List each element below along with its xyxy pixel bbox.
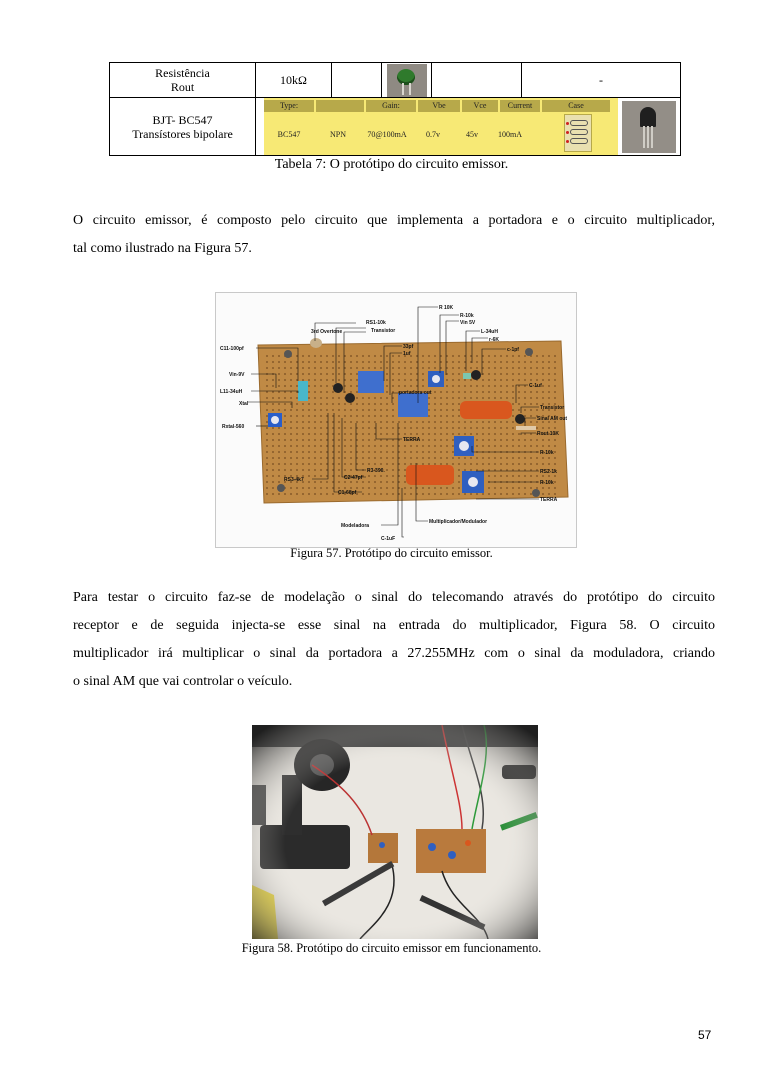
table-row xyxy=(110,63,681,98)
spec-sheet: Type: Gain: Vbe Vce Current Case BC547 NPN 70@100mA 0.7v 45v 100mA xyxy=(264,98,618,155)
empty-cell xyxy=(432,63,522,98)
component-cell: BJT- BC547 Transístores bipolare xyxy=(110,98,256,156)
figure-label: C-1uF xyxy=(381,536,396,542)
figure-label: R3-390. xyxy=(367,468,385,474)
transistor-photo xyxy=(622,101,676,153)
to92-case-icon xyxy=(564,114,592,152)
figure-label: R 10K xyxy=(439,305,454,311)
figure-label: R-10k xyxy=(540,480,554,486)
figure-label: C-1uf xyxy=(529,383,542,389)
component-table xyxy=(109,62,681,156)
figure-label: R-10k xyxy=(460,313,474,319)
figure-label: Sinal AM out xyxy=(537,416,568,422)
figure-label: Vin-9V xyxy=(229,372,245,378)
figure-label: Modeladora xyxy=(341,523,370,529)
figure-label: C2-47pf xyxy=(344,475,363,481)
figure-caption: Figura 57. Protótipo do circuito emissor. xyxy=(290,546,493,560)
figure-label: c-1pf xyxy=(507,347,519,353)
image-cell xyxy=(382,63,432,98)
figure-label: TERRA xyxy=(540,497,558,503)
figure-label: 3rd Overtone xyxy=(311,329,343,335)
component-cell: Resistência Rout xyxy=(110,63,256,98)
figure-label: RS3-4k7 xyxy=(284,477,304,483)
figure-label: Multiplicador/Modulador xyxy=(429,519,488,525)
figure-label: RS1-10k xyxy=(366,320,386,326)
spec-cell xyxy=(256,98,681,156)
table-caption: Tabela 7: O protótipo do circuito emissor. xyxy=(274,157,509,172)
figure-label: TERRA xyxy=(403,437,421,443)
paragraph: Para testar o circuito faz-se de modelação o sinal do telecomando através do protótipo do circuito receptor e de seguida injecta-se esse sinal na entrada do multiplicador, Figura 58. O circuito multiplicador irá multiplicar o sinal da portadora a 27.255MHz com o sinal da moduladora, criando o sinal AM que vai controlar o veículo. xyxy=(73,590,715,689)
figure-label: Rxtal-560 xyxy=(222,424,245,430)
figure-label: Vin 5V xyxy=(460,320,476,326)
figure-label: RS2-1k xyxy=(540,469,557,475)
table-row xyxy=(110,98,681,156)
label-c11: C11-100pf xyxy=(220,346,244,352)
figure-label: Xtal xyxy=(239,401,249,407)
figure-caption: Figura 58. Protótipo do circuito emissor em funcionamento. xyxy=(241,941,542,955)
empty-cell xyxy=(332,63,382,98)
paragraph: O circuito emissor, é composto pelo circuito que implementa a portadora e o circuito multiplicador, tal como ilustrado na Figura 57. xyxy=(73,213,715,256)
figure-label: portadora out xyxy=(399,390,432,396)
resistor-photo xyxy=(387,64,427,97)
figure-label: R-10k xyxy=(540,450,554,456)
figure-label: L-34uH xyxy=(481,329,498,335)
figure-label: r-6K xyxy=(489,337,500,343)
figure-label: C1-68pf xyxy=(338,490,357,496)
figure-label: L11-34uH xyxy=(220,389,243,395)
page-number: 57 xyxy=(698,1028,712,1042)
value-cell: 10kΩ xyxy=(256,63,332,98)
test-setup-photo xyxy=(252,725,538,939)
figure-label: 1uf xyxy=(403,351,411,357)
figure-label: Rout 10K xyxy=(537,431,559,437)
figure-label: Transistor xyxy=(540,405,565,411)
circuit-board-photo xyxy=(215,292,577,548)
figure-label: 33pf xyxy=(403,344,414,350)
notes-cell: - xyxy=(522,63,681,98)
figure-label: Transistor xyxy=(371,328,396,334)
